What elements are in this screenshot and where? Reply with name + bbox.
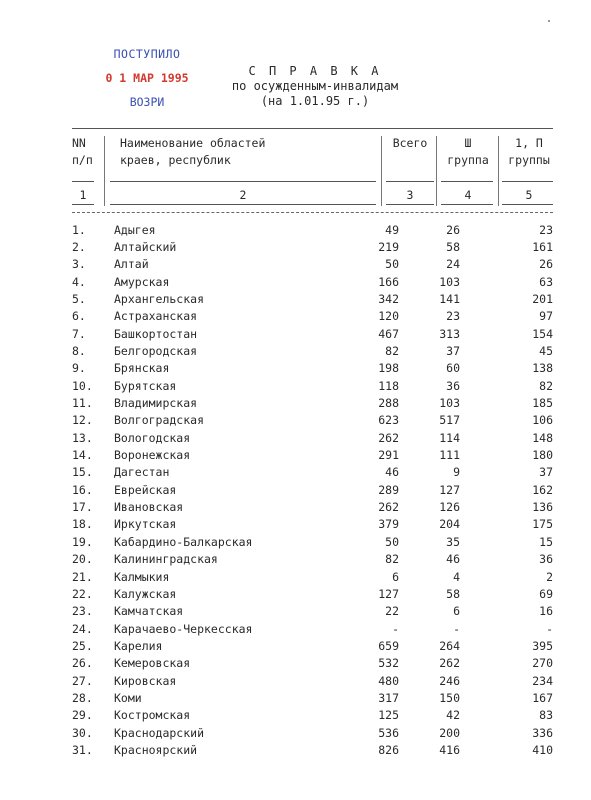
table-row — [72, 534, 553, 551]
col-number: 1 — [79, 188, 87, 202]
group12-value: 26 — [539, 257, 553, 272]
region-name: Краснодарский — [114, 725, 205, 740]
row-number: 21. — [72, 569, 93, 584]
total-value: 826 — [378, 743, 399, 757]
total-value: 379 — [378, 517, 399, 532]
row-number: 29. — [72, 708, 93, 723]
total-value: 120 — [378, 309, 399, 324]
region-name: Камчатская — [114, 604, 184, 619]
row-number: 14. — [72, 448, 93, 463]
dashed-separator — [72, 212, 553, 213]
table-row — [72, 638, 553, 655]
table-row — [72, 447, 553, 464]
row-number: 19. — [72, 534, 93, 549]
header-name: Наименование областей краев, республик — [120, 136, 266, 167]
group3-value: 35 — [446, 534, 460, 549]
group12-value: 185 — [532, 396, 553, 410]
table-row — [72, 551, 553, 568]
total-value: 50 — [385, 534, 399, 549]
header-group12: 1, П группы — [508, 136, 550, 167]
row-number: 15. — [72, 465, 93, 480]
row-number: 13. — [72, 430, 93, 445]
region-name: Иркутская — [114, 517, 177, 532]
group12-value: 138 — [532, 361, 553, 376]
group3-value: 42 — [446, 708, 460, 723]
total-value: 480 — [378, 673, 399, 688]
total-value: 262 — [378, 430, 399, 445]
total-value: 262 — [378, 500, 399, 515]
group3-value: 58 — [446, 239, 460, 254]
region-name: Архангельская — [114, 291, 205, 306]
column-separator — [498, 136, 499, 206]
group3-value: 246 — [439, 673, 460, 688]
header-num: NN п/п — [72, 136, 93, 167]
row-number: 16. — [72, 482, 93, 497]
table-row — [72, 655, 553, 672]
group12-value: 201 — [532, 291, 553, 306]
row-number: 6. — [72, 309, 86, 324]
document-title — [200, 64, 430, 109]
group3-value: 141 — [439, 291, 460, 306]
column-separator — [381, 136, 382, 206]
row-number: 27. — [72, 673, 93, 688]
table-row — [72, 603, 553, 620]
table-row — [72, 569, 553, 586]
group12-value: 97 — [539, 309, 553, 324]
group3-value: 416 — [439, 743, 460, 757]
total-value: 342 — [378, 291, 399, 306]
group3-value: 126 — [439, 500, 460, 515]
group3-value: 204 — [439, 517, 460, 532]
row-number: 28. — [72, 690, 93, 705]
region-name: Коми — [114, 690, 142, 705]
group12-value: 106 — [532, 413, 553, 428]
table-row — [72, 256, 553, 273]
region-name: Алтайский — [114, 239, 177, 254]
group3-value: 103 — [439, 396, 460, 410]
group3-value: 262 — [439, 656, 460, 671]
total-value: 198 — [378, 361, 399, 376]
row-number: 31. — [72, 743, 93, 757]
table-row — [72, 621, 553, 638]
group3-value: 313 — [439, 326, 460, 341]
header-underline — [441, 181, 493, 182]
group3-value: 114 — [439, 430, 460, 445]
table-row — [72, 482, 553, 499]
received-stamp — [104, 42, 190, 114]
group3-value: 24 — [446, 257, 460, 272]
region-name: Алтай — [114, 257, 149, 272]
group12-value: 2 — [546, 569, 553, 584]
group12-value: 69 — [539, 586, 553, 601]
group12-value: 180 — [532, 448, 553, 463]
table-row — [72, 707, 553, 724]
group12-value: 36 — [539, 552, 553, 567]
table-row — [72, 378, 553, 395]
group12-value: 82 — [539, 378, 553, 393]
group12-value: - — [546, 621, 553, 636]
group3-value: 58 — [446, 586, 460, 601]
table-row — [72, 690, 553, 707]
group3-value: 36 — [446, 378, 460, 393]
group12-value: 336 — [532, 725, 553, 740]
total-value: 289 — [378, 482, 399, 497]
row-number: 1. — [72, 222, 86, 237]
header-bottom-rule — [441, 204, 493, 205]
row-number: 20. — [72, 552, 93, 567]
region-name: Владимирская — [114, 396, 198, 410]
header-underline — [110, 181, 376, 182]
table-row — [72, 308, 553, 325]
total-value: 659 — [378, 638, 399, 653]
stamp-org: ВОЗРИ — [129, 95, 165, 109]
group12-value: 148 — [532, 430, 553, 445]
table-row — [72, 239, 553, 256]
group12-value: 16 — [539, 604, 553, 619]
table-row — [72, 274, 553, 291]
row-number: 17. — [72, 500, 93, 515]
row-number: 2. — [72, 239, 86, 254]
group12-value: 23 — [539, 222, 553, 237]
total-value: 50 — [385, 257, 399, 272]
region-name: Калмыкия — [114, 569, 170, 584]
row-number: 12. — [72, 413, 93, 428]
group12-value: 161 — [532, 239, 553, 254]
table-row — [72, 326, 553, 343]
row-number: 22. — [72, 586, 93, 601]
total-value: 317 — [378, 690, 399, 705]
group3-value: 517 — [439, 413, 460, 428]
col-number: 4 — [464, 188, 472, 202]
total-value: 82 — [385, 343, 399, 358]
table-row — [72, 464, 553, 481]
region-name: Бурятская — [114, 378, 177, 393]
total-value: 291 — [378, 448, 399, 463]
group3-value: 200 — [439, 725, 460, 740]
stamp-date: 0 1 МАР 1995 — [105, 71, 189, 85]
header-bottom-rule — [502, 204, 553, 205]
group3-value: 60 — [446, 361, 460, 376]
group3-value: - — [453, 621, 460, 636]
col-number: 3 — [406, 188, 414, 202]
region-name: Карачаево-Черкесская — [114, 621, 253, 636]
column-separator — [104, 136, 105, 206]
region-name: Белгородская — [114, 343, 198, 358]
header-bottom-rule — [386, 204, 434, 205]
group12-value: 37 — [539, 465, 553, 480]
region-name: Карелия — [114, 638, 163, 653]
title-date: (на 1.01.95 г.) — [260, 94, 370, 108]
row-number: 24. — [72, 621, 93, 636]
table-row — [72, 360, 553, 377]
region-name: Кабардино-Балкарская — [114, 534, 253, 549]
total-value: 6 — [392, 569, 399, 584]
table-row — [72, 222, 553, 239]
group3-value: 4 — [453, 569, 460, 584]
table-row — [72, 291, 553, 308]
group12-value: 154 — [532, 326, 553, 341]
region-name: Амурская — [114, 274, 170, 289]
group12-value: 136 — [532, 500, 553, 515]
total-value: 46 — [385, 465, 399, 480]
table-row — [72, 673, 553, 690]
group12-value: 395 — [532, 638, 553, 653]
region-name: Воронежская — [114, 448, 191, 463]
stamp-received-label: ПОСТУПИЛО — [113, 47, 181, 61]
total-value: 467 — [378, 326, 399, 341]
column-separator — [436, 136, 437, 206]
row-number: 30. — [72, 725, 93, 740]
header-underline — [386, 181, 434, 182]
group12-value: 63 — [539, 274, 553, 289]
title-heading: С П Р А В К А — [248, 64, 382, 78]
total-value: 127 — [378, 586, 399, 601]
table-row — [72, 430, 553, 447]
total-value: 623 — [378, 413, 399, 428]
table-row — [72, 499, 553, 516]
group12-value: 15 — [539, 534, 553, 549]
group12-value: 162 — [532, 482, 553, 497]
group12-value: 83 — [539, 708, 553, 723]
row-number: 8. — [72, 343, 86, 358]
group3-value: 26 — [446, 222, 460, 237]
total-value: 82 — [385, 552, 399, 567]
row-number: 18. — [72, 517, 93, 532]
group12-value: 167 — [532, 690, 553, 705]
group3-value: 264 — [439, 638, 460, 653]
table-top-rule — [72, 128, 553, 129]
row-number: 3. — [72, 257, 86, 272]
total-value: 288 — [378, 396, 399, 410]
row-number: 26. — [72, 656, 93, 671]
row-number: 25. — [72, 638, 93, 653]
row-number: 23. — [72, 604, 93, 619]
total-value: 219 — [378, 239, 399, 254]
region-name: Красноярский — [114, 743, 198, 757]
total-value: 166 — [378, 274, 399, 289]
group12-value: 175 — [532, 517, 553, 532]
region-name: Адыгея — [114, 222, 156, 237]
group3-value: 150 — [439, 690, 460, 705]
group3-value: 111 — [439, 448, 460, 463]
col-number: 2 — [239, 188, 247, 202]
title-subtitle: по осужденным-инвалидам — [231, 79, 399, 93]
total-value: 49 — [385, 222, 399, 237]
total-value: 118 — [378, 378, 399, 393]
group12-value: 45 — [539, 343, 553, 358]
row-number: 10. — [72, 378, 93, 393]
header-underline — [72, 181, 94, 182]
table-row — [72, 343, 553, 360]
table-row — [72, 395, 553, 412]
speck — [548, 20, 550, 22]
total-value: - — [392, 621, 399, 636]
region-name: Костромская — [114, 708, 191, 723]
region-name: Еврейская — [114, 482, 177, 497]
region-name: Кемеровская — [114, 656, 191, 671]
table-row — [72, 725, 553, 742]
group12-value: 270 — [532, 656, 553, 671]
table-row — [72, 412, 553, 429]
table-row — [72, 586, 553, 603]
row-number: 7. — [72, 326, 86, 341]
total-value: 22 — [385, 604, 399, 619]
group3-value: 9 — [453, 465, 460, 480]
row-number: 11. — [72, 396, 93, 410]
region-name: Брянская — [114, 361, 170, 376]
region-name: Астраханская — [114, 309, 198, 324]
group12-value: 234 — [532, 673, 553, 688]
table-row — [72, 516, 553, 533]
group3-value: 46 — [446, 552, 460, 567]
group3-value: 6 — [453, 604, 460, 619]
region-name: Дагестан — [114, 465, 170, 480]
group3-value: 103 — [439, 274, 460, 289]
header-total: Всего — [392, 136, 428, 150]
group3-value: 37 — [446, 343, 460, 358]
region-name: Вологодская — [114, 430, 191, 445]
header-bottom-rule — [72, 204, 94, 205]
group3-value: 23 — [446, 309, 460, 324]
group12-value: 410 — [532, 743, 553, 757]
table-row — [72, 742, 553, 759]
region-name: Кировская — [114, 673, 177, 688]
region-name: Калининградская — [114, 552, 218, 567]
row-number: 9. — [72, 361, 86, 376]
region-name: Волгоградская — [114, 413, 205, 428]
region-name: Ивановская — [114, 500, 184, 515]
total-value: 532 — [378, 656, 399, 671]
header-bottom-rule — [110, 204, 376, 205]
row-number: 4. — [72, 274, 86, 289]
region-name: Башкортостан — [114, 326, 198, 341]
header-underline — [502, 181, 553, 182]
total-value: 536 — [378, 725, 399, 740]
row-number: 5. — [72, 291, 86, 306]
total-value: 125 — [378, 708, 399, 723]
group3-value: 127 — [439, 482, 460, 497]
header-group3: Ш группа — [447, 136, 489, 167]
region-name: Калужская — [114, 586, 177, 601]
col-number: 5 — [525, 188, 533, 202]
